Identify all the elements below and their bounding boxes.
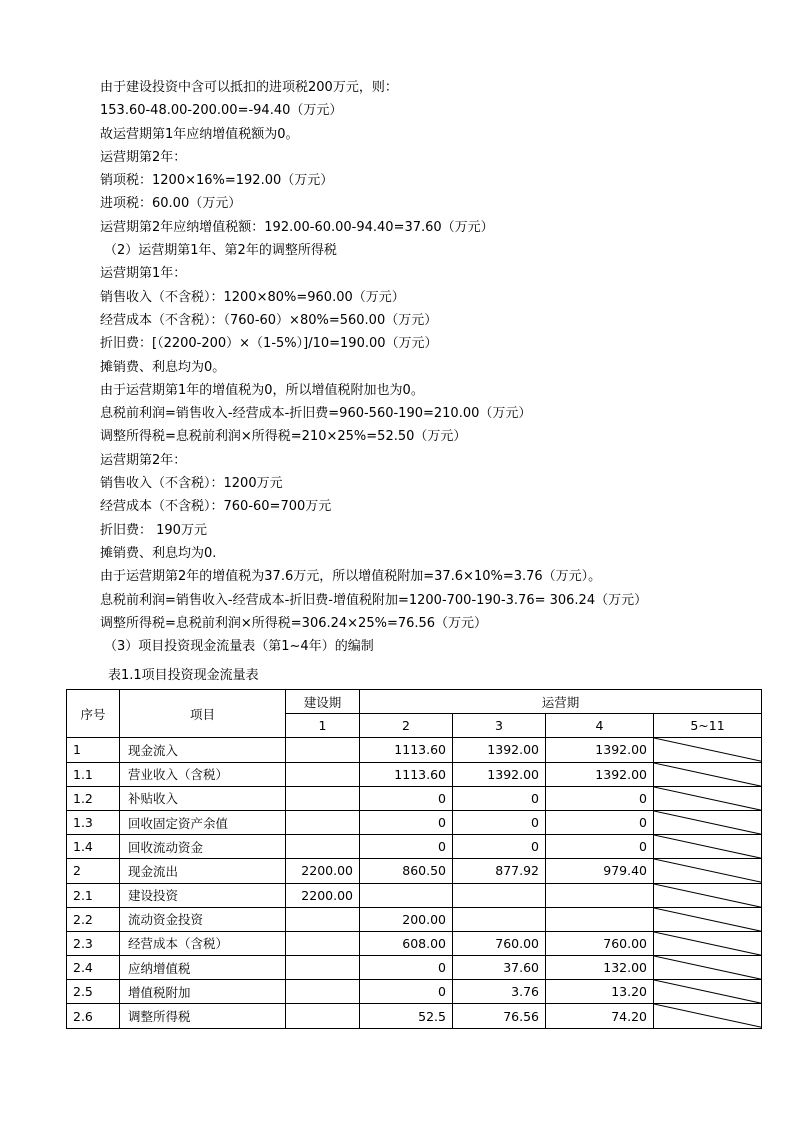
row-seq: 2.2 xyxy=(67,907,120,931)
diagonal-empty-cell xyxy=(654,956,762,980)
row-seq: 1.1 xyxy=(67,762,120,786)
text-line: 折旧费：[（2200-200）×（1-5%）]/10=190.00（万元） xyxy=(100,336,438,352)
row-year-4: 0 xyxy=(546,835,654,859)
text-line: 销售收入（不含税）：1200×80%=960.00（万元） xyxy=(100,289,405,305)
text-line: 经营成本（不含税）：760-60=700万元 xyxy=(100,499,332,515)
text-line: 故运营期第1年应纳增值税额为0。 xyxy=(100,126,299,142)
header-year-2: 2 xyxy=(360,714,453,738)
row-year-3 xyxy=(453,883,546,907)
row-seq: 1.3 xyxy=(67,810,120,834)
text-line: 运营期第2年应纳增值税额：192.00-60.00-94.40=37.60（万元） xyxy=(100,219,494,235)
diagonal-empty-cell xyxy=(654,738,762,762)
table-row xyxy=(67,786,762,810)
diagonal-empty-cell xyxy=(654,980,762,1004)
row-year-1 xyxy=(286,907,360,931)
row-year-4: 13.20 xyxy=(546,980,654,1004)
text-line: 进项税：60.00（万元） xyxy=(100,196,242,212)
text-line: 息税前利润=销售收入-经营成本-折旧费=960-560-190=210.00（万元） xyxy=(100,406,532,422)
header-year-4: 4 xyxy=(546,714,654,738)
diagonal-empty-cell xyxy=(654,835,762,859)
row-year-3 xyxy=(453,907,546,931)
row-year-3: 1392.00 xyxy=(453,762,546,786)
header-year-3: 3 xyxy=(453,714,546,738)
row-year-4 xyxy=(546,883,654,907)
row-item-name: 回收固定资产余值 xyxy=(120,810,286,834)
row-year-1 xyxy=(286,980,360,1004)
text-line: （2）运营期第1年、第2年的调整所得税 xyxy=(104,243,337,259)
row-year-2: 0 xyxy=(360,786,453,810)
diagonal-empty-cell xyxy=(654,859,762,883)
table-row xyxy=(67,762,762,786)
row-year-2: 0 xyxy=(360,980,453,1004)
row-year-2 xyxy=(360,883,453,907)
row-year-2: 860.50 xyxy=(360,859,453,883)
text-line: 经营成本（不含税）：（760-60）×80%=560.00（万元） xyxy=(100,312,438,328)
row-seq: 1.2 xyxy=(67,786,120,810)
row-seq: 2.6 xyxy=(67,1004,120,1028)
row-year-1 xyxy=(286,956,360,980)
row-year-2: 52.5 xyxy=(360,1004,453,1028)
header-construction: 建设期 xyxy=(286,690,360,714)
row-year-4: 0 xyxy=(546,786,654,810)
row-item-name: 流动资金投资 xyxy=(120,907,286,931)
text-line: 运营期第2年： xyxy=(100,452,187,468)
row-year-2: 200.00 xyxy=(360,907,453,931)
row-item-name: 现金流出 xyxy=(120,859,286,883)
text-line: 折旧费： 190万元 xyxy=(100,522,207,538)
diagonal-empty-cell xyxy=(654,1004,762,1028)
diagonal-empty-cell xyxy=(654,786,762,810)
text-line: 由于运营期第2年的增值税为37.6万元，所以增值税附加=37.6×10%=3.76（万元）。 xyxy=(100,569,602,585)
body-text xyxy=(100,76,647,658)
table-row xyxy=(67,738,762,762)
row-year-1 xyxy=(286,931,360,955)
header-item: 项目 xyxy=(120,690,286,738)
text-line: 摊销费、利息均为0。 xyxy=(100,359,226,375)
text-line: 由于建设投资中含可以抵扣的进项税200万元，则： xyxy=(100,80,398,95)
row-year-3: 76.56 xyxy=(453,1004,546,1028)
table-caption: 表1.1项目投资现金流量表 xyxy=(108,668,259,683)
row-year-1: 2200.00 xyxy=(286,883,360,907)
row-year-4: 74.20 xyxy=(546,1004,654,1028)
row-item-name: 建设投资 xyxy=(120,883,286,907)
text-line: 调整所得税=息税前利润×所得税=210×25%=52.50（万元） xyxy=(100,429,467,445)
table-row xyxy=(67,907,762,931)
row-item-name: 现金流入 xyxy=(120,738,286,762)
row-year-2: 0 xyxy=(360,835,453,859)
row-year-2: 0 xyxy=(360,956,453,980)
row-item-name: 应纳增值税 xyxy=(120,956,286,980)
text-line: 运营期第2年： xyxy=(100,149,187,165)
row-year-3: 0 xyxy=(453,810,546,834)
table-row xyxy=(67,1004,762,1028)
row-item-name: 补贴收入 xyxy=(120,786,286,810)
row-item-name: 增值税附加 xyxy=(120,980,286,1004)
table-row xyxy=(67,835,762,859)
row-year-3: 3.76 xyxy=(453,980,546,1004)
table-row xyxy=(67,859,762,883)
row-year-1 xyxy=(286,762,360,786)
diagonal-empty-cell xyxy=(654,762,762,786)
header-year-5-11: 5~11 xyxy=(654,714,762,738)
diagonal-empty-cell xyxy=(654,931,762,955)
text-line: 调整所得税=息税前利润×所得税=306.24×25%=76.56（万元） xyxy=(100,615,488,631)
table-row xyxy=(67,810,762,834)
row-year-2: 608.00 xyxy=(360,931,453,955)
row-year-4: 0 xyxy=(546,810,654,834)
text-line: 销项税：1200×16%=192.00（万元） xyxy=(100,173,334,189)
row-year-2: 1113.60 xyxy=(360,762,453,786)
row-year-4: 1392.00 xyxy=(546,738,654,762)
row-year-4: 132.00 xyxy=(546,956,654,980)
row-year-1 xyxy=(286,810,360,834)
row-year-2: 1113.60 xyxy=(360,738,453,762)
row-year-3: 0 xyxy=(453,835,546,859)
row-year-3: 37.60 xyxy=(453,956,546,980)
header-year-1: 1 xyxy=(286,714,360,738)
text-line: 息税前利润=销售收入-经营成本-折旧费-增值税附加=1200-700-190-3.76= 306.24（万元） xyxy=(100,592,648,608)
table-row xyxy=(67,956,762,980)
table-row xyxy=(67,883,762,907)
row-item-name: 回收流动资金 xyxy=(120,835,286,859)
row-seq: 2.5 xyxy=(67,980,120,1004)
table-row xyxy=(67,931,762,955)
row-item-name: 经营成本（含税） xyxy=(120,931,286,955)
diagonal-empty-cell xyxy=(654,907,762,931)
row-seq: 2 xyxy=(67,859,120,883)
table-row xyxy=(67,980,762,1004)
row-item-name: 调整所得税 xyxy=(120,1004,286,1028)
text-line: 销售收入（不含税）：1200万元 xyxy=(100,476,283,492)
header-operation: 运营期 xyxy=(360,690,762,714)
header-seq: 序号 xyxy=(67,690,120,738)
row-year-3: 0 xyxy=(453,786,546,810)
text-line: 运营期第1年： xyxy=(100,266,187,282)
text-line: （3）项目投资现金流量表（第1~4年）的编制 xyxy=(104,639,374,655)
row-year-2: 0 xyxy=(360,810,453,834)
row-seq: 2.1 xyxy=(67,883,120,907)
cash-flow-table xyxy=(66,689,762,1029)
row-year-4: 1392.00 xyxy=(546,762,654,786)
row-year-1 xyxy=(286,1004,360,1028)
row-year-3: 760.00 xyxy=(453,931,546,955)
row-seq: 2.3 xyxy=(67,931,120,955)
row-year-4: 760.00 xyxy=(546,931,654,955)
row-year-1 xyxy=(286,738,360,762)
row-seq: 1 xyxy=(67,738,120,762)
row-year-4 xyxy=(546,907,654,931)
row-year-3: 1392.00 xyxy=(453,738,546,762)
text-line: 由于运营期第1年的增值税为0，所以增值税附加也为0。 xyxy=(100,382,424,398)
diagonal-empty-cell xyxy=(654,883,762,907)
text-line: 摊销费、利息均为0. xyxy=(100,545,217,561)
row-year-1 xyxy=(286,786,360,810)
row-seq: 2.4 xyxy=(67,956,120,980)
row-year-1 xyxy=(286,835,360,859)
row-seq: 1.4 xyxy=(67,835,120,859)
diagonal-empty-cell xyxy=(654,810,762,834)
row-year-3: 877.92 xyxy=(453,859,546,883)
row-year-4: 979.40 xyxy=(546,859,654,883)
text-line: 153.60-48.00-200.00=-94.40（万元） xyxy=(100,103,343,119)
row-year-1: 2200.00 xyxy=(286,859,360,883)
row-item-name: 营业收入（含税） xyxy=(120,762,286,786)
